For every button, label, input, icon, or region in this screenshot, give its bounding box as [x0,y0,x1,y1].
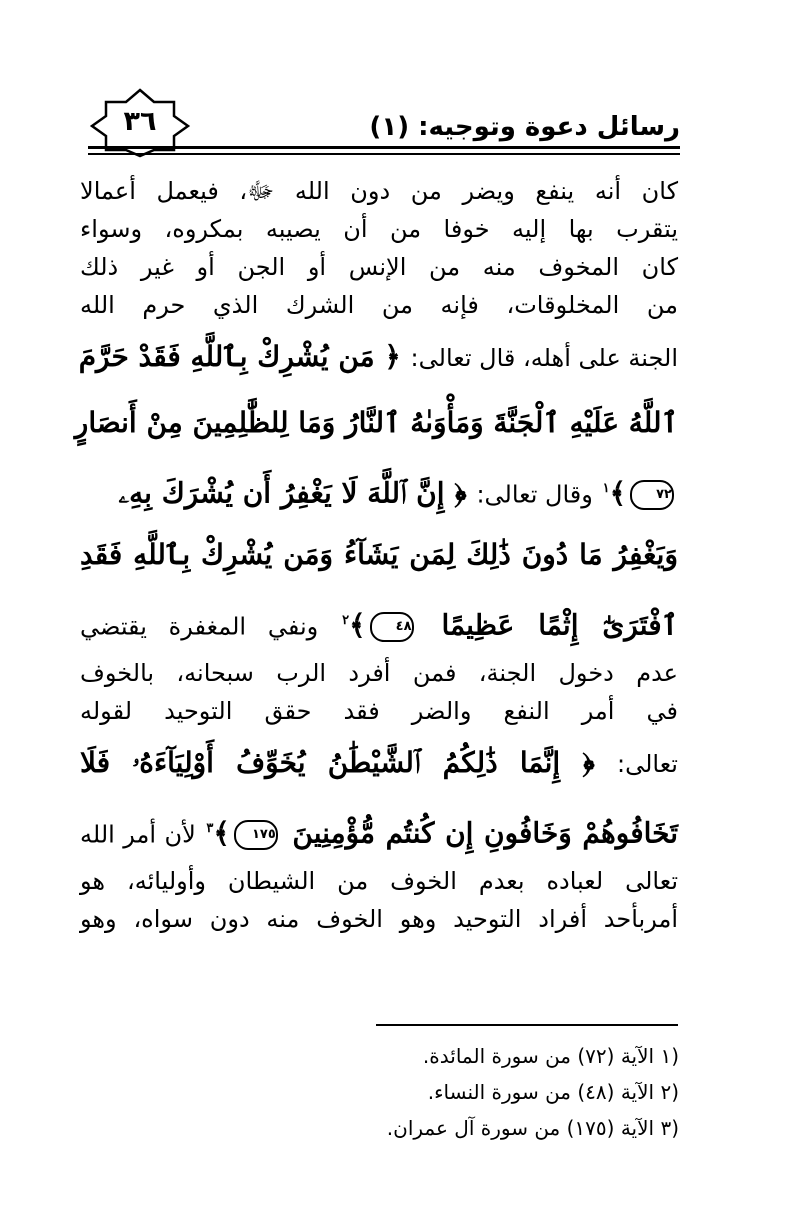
footnote: (٣ الآية (١٧٥) من سورة آل عمران. [386,1116,679,1140]
verse-close-bracket: ﴾ [609,476,626,510]
verse-line [80,522,678,588]
quran-verse-text: ﴿ إِنَّ ٱللَّهَ لَا يَغْفِرُ أَن يُشْرَكَ بِهِۦ [118,476,467,510]
footnotes [387,1038,679,1146]
quran-verse-text: ٱللَّهُ عَلَيْهِ ٱلْجَنَّةَ وَمَأْوَىٰهُ ٱلنَّارُ وَمَا لِلظَّٰلِمِينَ مِنْ أَنصَارٍ [74,406,678,439]
verse-close-bracket: ﴾ [213,816,230,850]
body-line: من المخلوقات، فإنه من الشرك الذي حرم الله [80,291,678,319]
ayah-number-marker: ٤٨ [370,612,414,642]
verse-line [74,390,678,456]
body-line: كان المخوف منه من الإنس أو الجن أو غير ذلك [80,253,678,281]
body-text: لأن أمر الله [80,820,196,849]
verse-line [80,324,678,390]
verse-close-bracket: ﴾ [349,608,366,642]
footnote-ref: ٣ [206,821,214,836]
header-rule-thin [88,153,680,155]
page-body [74,172,679,938]
body-line: تعالى لعباده بعدم الخوف من الشيطان وأوليائه، هو [80,867,678,895]
ayah-number-marker: ١٧٥ [234,820,278,850]
quran-verse-text: ﴿ إِنَّمَا ذَٰلِكُمُ ٱلشَّيْطَٰنُ يُخَوِّفُ أَوْلِيَآءَهُۥ فَلَا [80,746,595,779]
body-text: ونفي المغفرة يقتضي [80,612,319,641]
verse-intro: تعالى: [617,750,678,778]
ayah-number-marker: ٧٢ [630,480,674,510]
verse-line [80,588,678,654]
verse-intro: وقال تعالى: [476,480,593,509]
quran-verse-text: ٱفْتَرَىٰٓ إِثْمًا عَظِيمًا [441,608,678,642]
footnote-separator [376,1024,678,1026]
body-line: يتقرب بها إليه خوفا من أن يصيبه بمكروه، وسواء [80,215,678,243]
footnote-ref: ٢ [342,613,350,628]
quran-verse-text: ﴿ مَن يُشْرِكْ بِٱللَّهِ فَقَدْ حَرَّمَ [78,340,401,373]
header-rule-thick [88,146,680,149]
footnote-ref: ١ [602,481,610,496]
quran-verse-text: وَيَغْفِرُ مَا دُونَ ذَٰلِكَ لِمَن يَشَآءُ وَمَن يُشْرِكْ بِٱللَّهِ فَقَدِ [80,538,678,571]
footnote: (١ الآية (٧٢) من سورة المائدة. [422,1044,679,1068]
body-line: أمربأحد أفراد التوحيد وهو الخوف منه دون سواه، وهو [80,905,678,933]
verse-line [80,796,678,862]
footnote: (٢ الآية (٤٨) من سورة النساء. [427,1080,679,1104]
verse-line [80,456,678,522]
body-line: كان أنه ينفع ويضر من دون الله ﷻ، فيعمل أعمالا [80,177,678,205]
running-header-title: رسائل دعوة وتوجيه: (١) [369,112,680,142]
quran-verse-text: تَخَافُوهُمْ وَخَافُونِ إِن كُنتُم مُّؤْمِنِينَ [292,816,679,850]
page-number: ٣٦ [123,106,157,137]
body-line: عدم دخول الجنة، فمن أفرد الرب سبحانه، بالخوف [80,659,678,687]
verse-line [80,730,678,796]
verse-intro: الجنة على أهله، قال تعالى: [410,344,678,372]
body-line: في أمر النفع والضر فقد حقق التوحيد لقوله [80,697,678,725]
